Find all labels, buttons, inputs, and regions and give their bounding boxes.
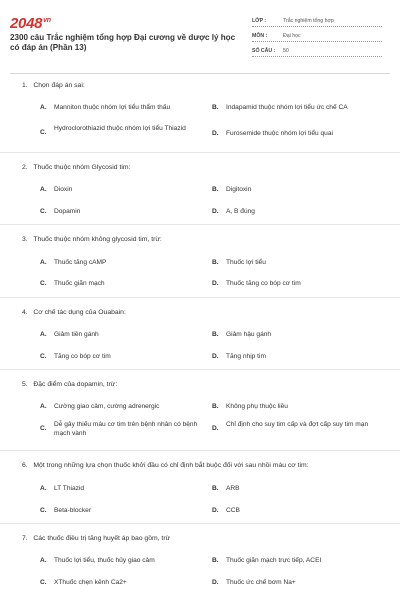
question-item [0,524,400,600]
option-letter: A. [40,331,47,338]
option-letter: D. [212,130,219,137]
option-letter: C. [40,129,47,136]
option-letter: D. [212,507,219,514]
option-text: Không phụ thuộc liều [226,403,288,410]
option-letter: D. [212,208,219,215]
meta-subject-label: MÔN : [252,33,268,39]
option-text: Giảm hậu gánh [226,331,272,338]
option-letter: C. [40,353,47,360]
option-text: LT Thiazid [54,485,85,492]
question-number: 4. [22,309,28,316]
option-text: Tăng nhịp tim [226,353,266,360]
option-letter: B. [212,104,219,111]
option-letter: B. [212,557,219,564]
option-letter: B. [212,485,219,492]
question-number: 6. [22,462,28,469]
question-item [0,225,400,298]
question-prompt: Thuốc thuộc nhóm không glycosid tim, trừ: [33,236,162,243]
option-text: ARB [226,485,240,492]
option-text: Cường giao cảm, cường adrenergic [54,403,160,410]
option-letter: C. [40,425,47,432]
site-logo[interactable] [10,15,51,32]
option-letter: A. [40,485,47,492]
question-item [0,451,400,524]
option-letter: C. [40,208,47,215]
option-text: Indapamid thuộc nhóm lợi tiểu ức chế CA [226,104,348,111]
option-text: Thuốc lợi tiểu, thuốc hủy giao cảm [54,557,155,564]
option-text: Thuốc lợi tiểu [226,259,266,266]
option-text: Thuốc giãn mạch trực tiếp, ACEI [226,557,322,564]
page-header [0,0,400,70]
meta-count-value: 50 [283,48,289,54]
option-d[interactable] [212,421,390,441]
option-text: Manniton thuộc nhóm lợi tiểu thẩm thấu [54,104,171,111]
option-text: Dopamin [54,208,81,215]
meta-class-value: Trắc nghiệm tổng hợp [283,18,334,24]
option-text: Thuốc giãn mạch [54,280,105,287]
header-divider [10,73,390,74]
option-text: Beta-blocker [54,507,92,514]
option-text: Digitoxin [226,186,252,193]
option-text: Chỉ định cho suy tim cấp và đợt cấp suy tim mạn [226,421,369,428]
question-prompt: Cơ chế tác dụng của Ouabain: [33,309,126,316]
option-text: Dioxin [54,186,73,193]
question-text [22,309,126,316]
option-letter: B. [212,403,219,410]
option-text: Thuốc tăng co bóp cơ tim [226,280,301,287]
option-letter: C. [40,579,47,586]
option-letter: A. [40,104,47,111]
question-number: 2. [22,164,28,171]
option-text: XThuốc chẹn kênh Ca2+ [54,579,127,586]
option-letter: D. [212,353,219,360]
option-letter: C. [40,507,47,514]
question-number: 1. [22,82,28,89]
option-text: CCB [226,507,240,514]
question-text [22,82,85,89]
option-text: Tăng co bóp cơ tim [54,353,111,360]
option-text: Giảm tiền gánh [54,331,99,338]
question-item [0,298,400,370]
logo-text: 2048 [10,15,43,32]
option-text: A, B đúng [226,208,255,215]
option-letter: D. [212,280,219,287]
question-prompt: Đặc điểm của dopamin, trừ: [33,381,118,388]
option-text: Furosemide thuộc nhóm lợi tiểu quai [226,130,333,137]
question-item [0,370,400,451]
option-letter: C. [40,280,47,287]
option-letter: D. [212,579,219,586]
option-letter: B. [212,331,219,338]
meta-subject-row [252,30,382,42]
option-letter: A. [40,403,47,410]
option-letter: A. [40,186,47,193]
meta-subject-value: Đại học [283,33,301,39]
meta-class-label: LỚP : [252,18,267,24]
question-number: 5. [22,381,28,388]
meta-count-row [252,45,382,57]
option-letter: B. [212,186,219,193]
question-text [22,236,162,243]
question-text [22,164,130,171]
option-letter: A. [40,259,47,266]
question-prompt: Các thuốc điều trị tăng huyết áp bao gồm, trừ [33,535,171,542]
option-letter: A. [40,557,47,564]
question-item [0,75,400,153]
option-letter: D. [212,425,219,432]
option-text: Thuốc ức chế bơm Na+ [226,579,296,586]
question-text [22,535,170,542]
question-prompt: Chọn đáp án sai: [33,82,85,89]
question-number: 3. [22,236,28,243]
question-number: 7. [22,535,28,542]
page-title: 2300 câu Trắc nghiệm tổng hợp Đại cương về dược lý học có đáp án (Phần 13) [10,33,236,53]
meta-class-row [252,15,382,27]
question-item [0,153,400,225]
question-text [22,381,117,388]
option-letter: B. [212,259,219,266]
option-text: Dễ gây thiếu máu cơ tim trên bệnh nhân có bệnh mạch vành [54,421,198,437]
option-c[interactable] [40,125,205,145]
option-c[interactable] [40,421,208,441]
question-prompt: Một trong những lựa chọn thuốc khởi đầu có chỉ định bắt buộc đối với sau nhồi máu cơ tim: [33,462,309,469]
question-text [22,462,309,469]
option-text: Thuốc tăng cAMP [54,259,107,266]
logo-suffix: vn [43,17,51,24]
question-prompt: Thuốc thuộc nhóm Glycosid tim: [33,164,131,171]
option-text: Hydroclorothiazid thuộc nhóm lợi tiểu Thiazid [54,125,186,132]
meta-count-label: SỐ CÂU : [252,48,276,54]
